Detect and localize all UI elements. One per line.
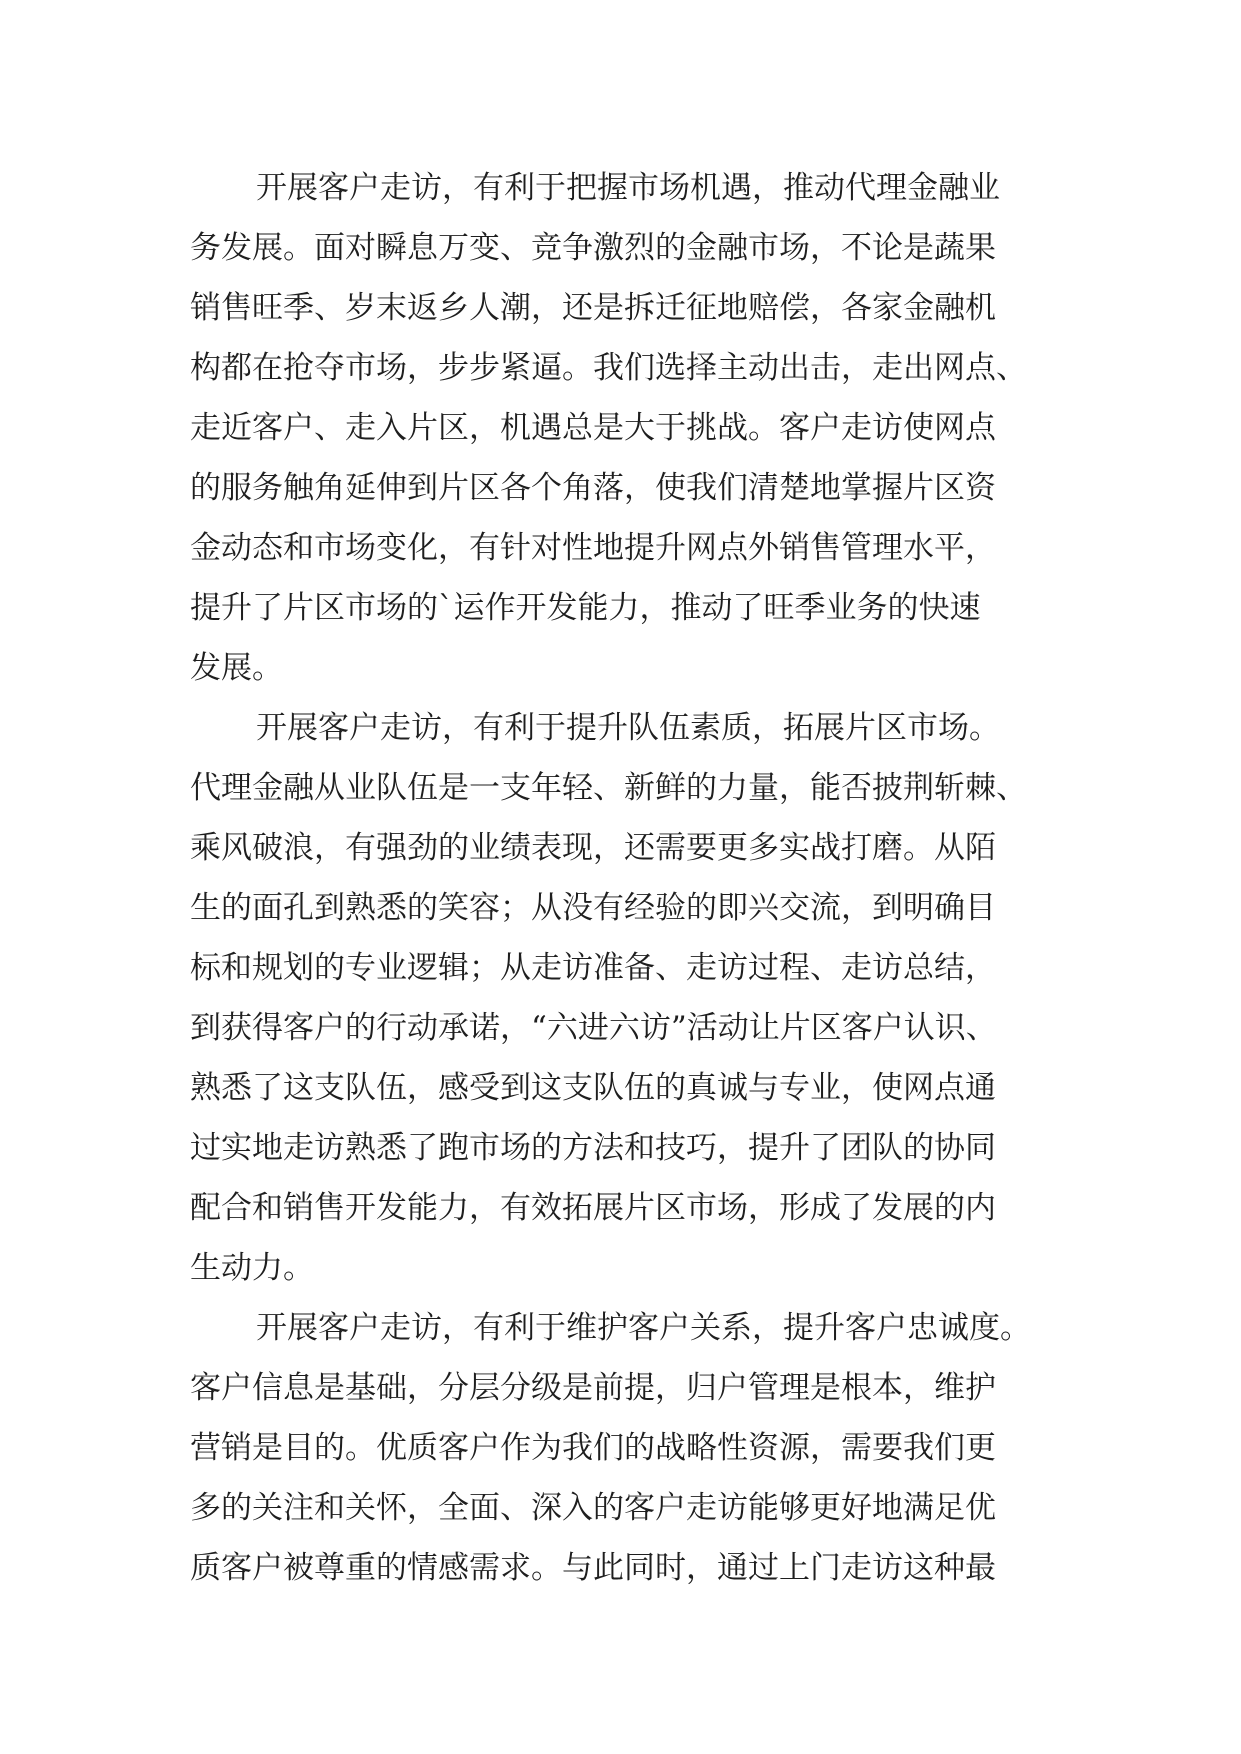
paragraph-3-line-4: 多的关注和关怀，全面、深入的客户走访能够更好地满足优: [190, 1490, 996, 1526]
paragraph-2-line-10: 生动力。: [190, 1250, 314, 1286]
paragraph-1-line-4: 构都在抢夺市场，步步紧逼。我们选择主动出击，走出网点、: [190, 350, 1027, 386]
paragraph-3-line-3: 营销是目的。优质客户作为我们的战略性资源，需要我们更: [190, 1430, 996, 1466]
paragraph-2-line-2: 代理金融从业队伍是一支年轻、新鲜的力量，能否披荆斩棘、: [190, 770, 1027, 806]
paragraph-1-line-1: 开展客户走访，有利于把握市场机遇，推动代理金融业: [256, 170, 1000, 206]
paragraph-2-line-8: 过实地走访熟悉了跑市场的方法和技巧，提升了团队的协同: [190, 1130, 996, 1166]
paragraph-2-line-6: 到获得客户的行动承诺，“六进六访”活动让片区客户认识、: [190, 1010, 997, 1046]
paragraph-1-line-5: 走近客户、走入片区，机遇总是大于挑战。客户走访使网点: [190, 410, 996, 446]
paragraph-2-line-4: 生的面孔到熟悉的笑容；从没有经验的即兴交流，到明确目: [190, 890, 996, 926]
paragraph-1-line-9: 发展。: [190, 650, 283, 686]
paragraph-1-line-7: 金动态和市场变化，有针对性地提升网点外销售管理水平，: [190, 530, 996, 566]
paragraph-2-line-3: 乘风破浪，有强劲的业绩表现，还需要更多实战打磨。从陌: [190, 830, 996, 866]
paragraph-2-line-7: 熟悉了这支队伍，感受到这支队伍的真诚与专业，使网点通: [190, 1070, 996, 1106]
paragraph-2-line-1: 开展客户走访，有利于提升队伍素质，拓展片区市场。: [256, 710, 1000, 746]
paragraph-2-line-9: 配合和销售开发能力，有效拓展片区市场，形成了发展的内: [190, 1190, 996, 1226]
paragraph-1-line-3: 销售旺季、岁末返乡人潮，还是拆迁征地赔偿，各家金融机: [190, 290, 996, 326]
paragraph-3-line-2: 客户信息是基础，分层分级是前提，归户管理是根本，维护: [190, 1370, 996, 1406]
paragraph-2-line-5: 标和规划的专业逻辑；从走访准备、走访过程、走访总结，: [190, 950, 996, 986]
paragraph-1-line-6: 的服务触角延伸到片区各个角落，使我们清楚地掌握片区资: [190, 470, 996, 506]
paragraph-1-line-8: 提升了片区市场的`运作开发能力，推动了旺季业务的快速: [190, 590, 981, 626]
paragraph-3-line-5: 质客户被尊重的情感需求。与此同时，通过上门走访这种最: [190, 1550, 996, 1586]
paragraph-1-line-2: 务发展。面对瞬息万变、竞争激烈的金融市场，不论是蔬果: [190, 230, 996, 266]
paragraph-3-line-1: 开展客户走访，有利于维护客户关系，提升客户忠诚度。: [256, 1310, 1031, 1346]
